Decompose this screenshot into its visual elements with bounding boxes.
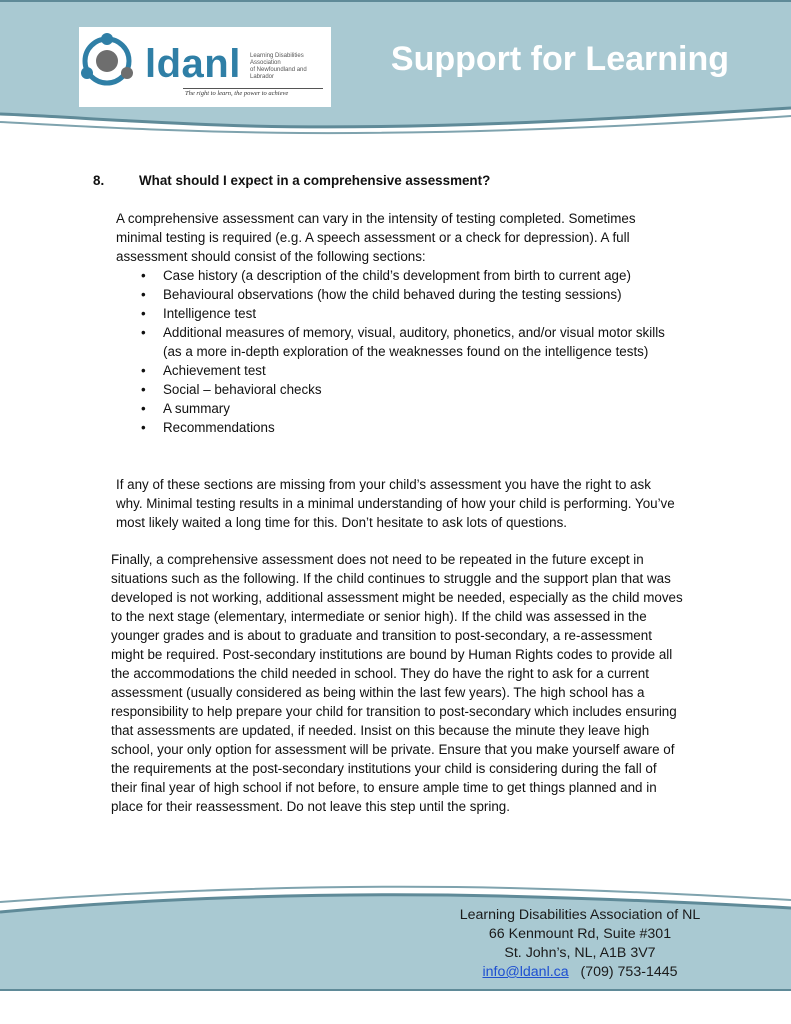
bullet-icon: • — [141, 382, 146, 397]
email-link[interactable]: info@ldanl.ca — [482, 964, 569, 980]
list-item: • Case history (a description of the child’s development from birth to current age) — [141, 268, 631, 283]
logo-org-name: Learning Disabilities Association of Newfoundland and Labrador — [250, 53, 307, 80]
page-title: Support for Learning — [390, 40, 729, 78]
phone-number: (709) 753-1445 — [580, 964, 678, 980]
logo-mark-icon — [79, 27, 135, 93]
contact-info — [420, 906, 740, 982]
list-item: • A summary — [141, 401, 230, 416]
bullet-icon: • — [141, 363, 146, 378]
street-address: 66 Kenmount Rd, Suite #301 — [488, 926, 672, 942]
list-item: • Social – behavioral checks — [141, 382, 322, 397]
list-item: • Behavioural observations (how the child behaved during the testing sessions) — [141, 287, 622, 302]
page-header — [0, 0, 791, 150]
contact-line — [420, 963, 740, 982]
organization-logo — [79, 27, 331, 107]
bullet-icon: • — [141, 401, 146, 416]
bullet-icon: • — [141, 268, 146, 283]
bullet-icon: • — [141, 287, 146, 302]
logo-divider — [183, 88, 323, 89]
page-footer — [0, 872, 791, 1024]
list-item: • Recommendations — [141, 420, 275, 435]
question-number: 8. — [93, 173, 105, 188]
city-address: St. John’s, NL, A1B 3V7 — [504, 945, 656, 961]
missing-sections-paragraph: If any of these sections are missing from your child’s assessment you have the right to ask why. Minimal testing results in a minimal understanding of how your child is performing. You’ve most likely waited a long time for this. Don’t hesitate to ask lots of questions. — [116, 477, 675, 530]
list-item: • Intelligence test — [141, 306, 257, 321]
logo-wordmark: ldanl — [145, 42, 241, 86]
logo-tagline: The right to learn, the power to achieve — [185, 90, 289, 97]
org-name: Learning Disabilities Association of NL — [459, 907, 701, 923]
reassessment-paragraph: Finally, a comprehensive assessment does not need to be repeated in the future except in situations such as the following. If the child continues to struggle and the support plan that was developed is not working, additional assessment might be needed, especially as the child moves to the next stage (elementary, intermediate or senior high). If the child was assessed in the younger grades and is about to graduate and transition to post-secondary, a re-assessment might be required. Post-secondary institutions are bound by Human Rights codes to provide all the accommodations the child needed in school. They do have the right to ask for a current assessment (usually considered as being within the last few years). The high school has a responsibility to help prepare your child for transition to post-secondary which includes ensuring that assessments are updated, if needed. Insist on this because the minute they leave high school, your only option for assessment will be private. Ensure that you make yourself aware of the requirements at the post-secondary institutions your child is considering during the fall of their final year of high school if not before, to ensure ample time to get things planned and in place for their reassessment. Do not leave this step until the spring. — [111, 552, 683, 814]
bullet-icon: • — [141, 306, 146, 321]
question-text: What should I expect in a comprehensive assessment? — [139, 173, 491, 188]
list-item: • Achievement test — [141, 363, 266, 378]
intro-paragraph: A comprehensive assessment can vary in the intensity of testing completed. Sometimes minimal testing is required (e.g. A speech assessment or a check for depression). A full assessment should consist of the following sections: — [116, 211, 636, 264]
list-item: • Additional measures of memory, visual, auditory, phonetics, and/or visual motor skills (as a more in-depth exploration of the weaknesses found on the intelligence tests) — [141, 325, 665, 359]
bullet-icon: • — [141, 420, 146, 435]
bullet-icon: • — [141, 325, 146, 340]
assessment-sections-list — [139, 266, 684, 437]
